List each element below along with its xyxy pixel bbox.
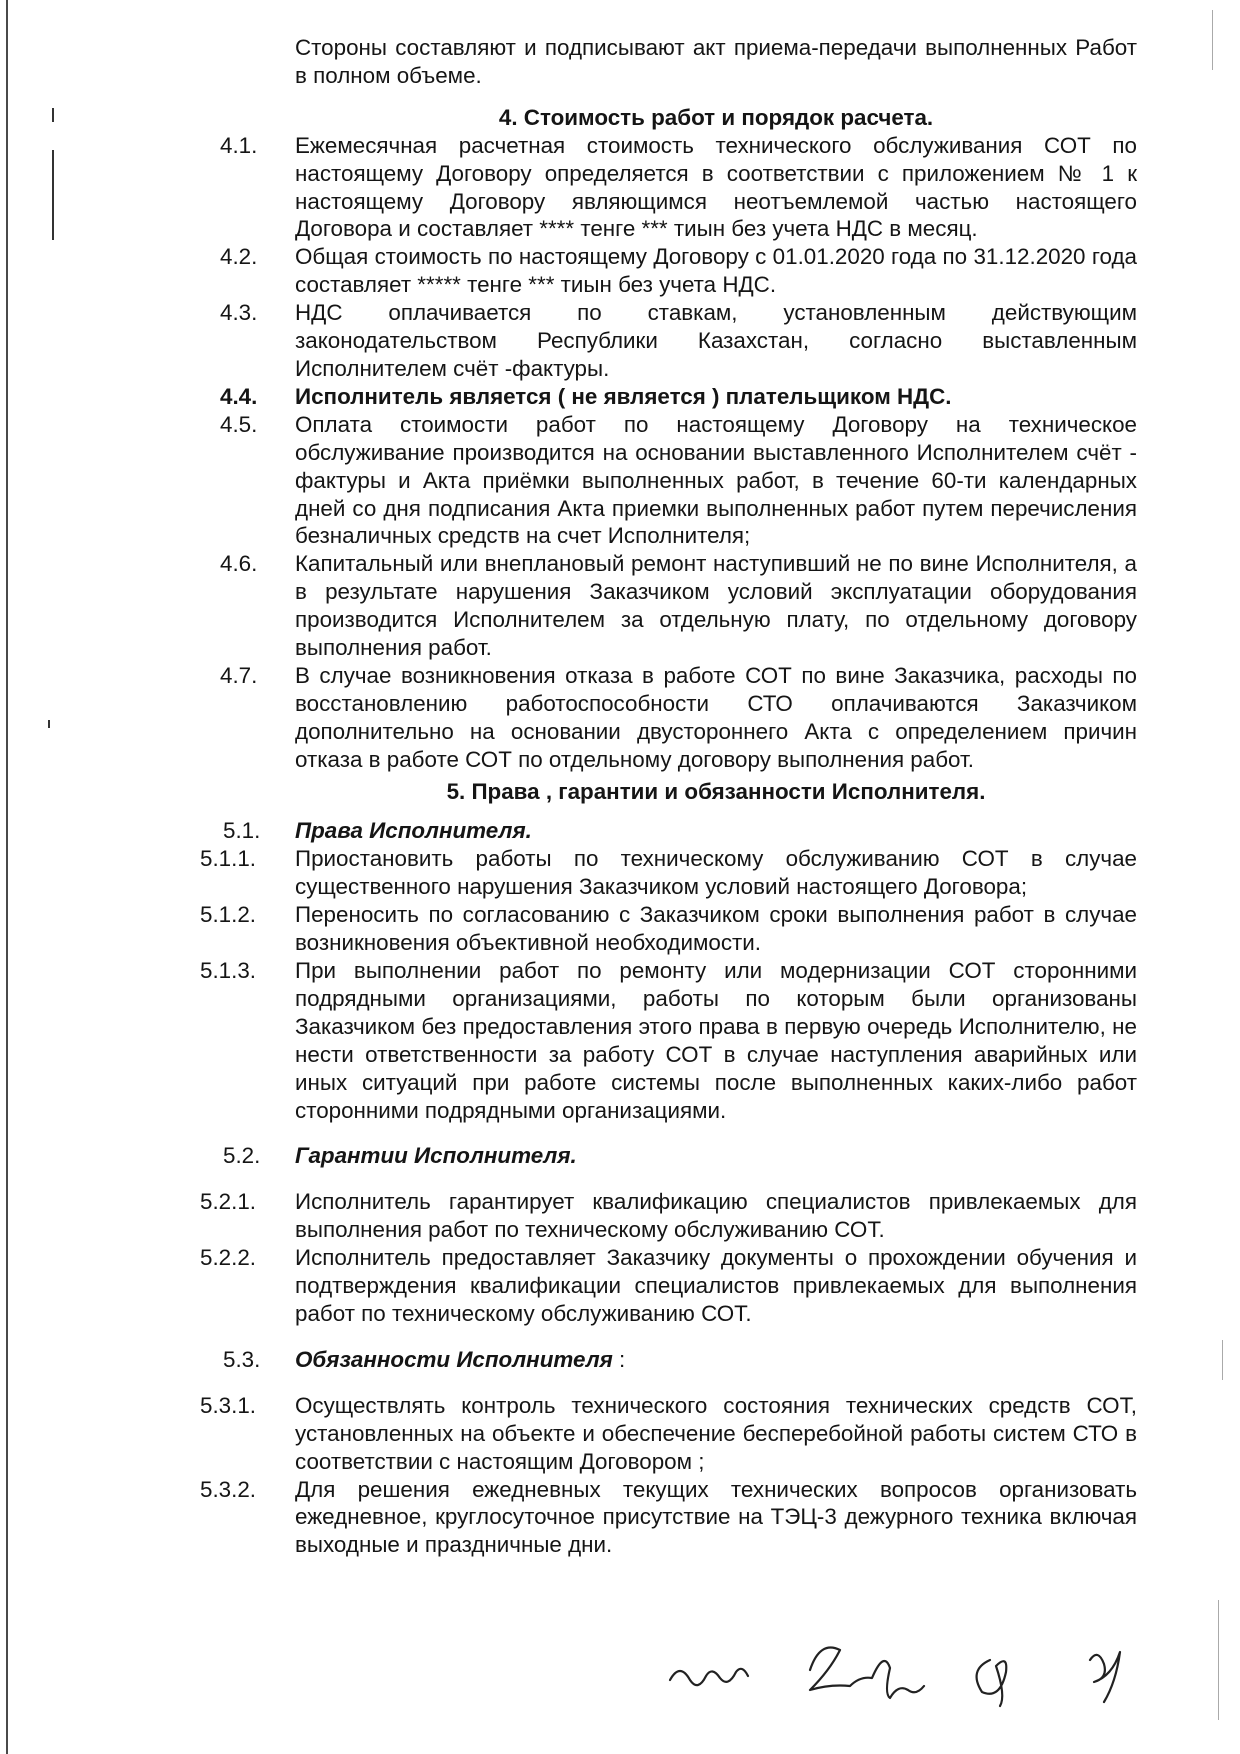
- clause-number: 4.7.: [220, 662, 258, 688]
- clause-text: НДС оплачивается по ставкам, установленным действующим законодательством Республики Казахстан, согласно выставленным Исполнителем счёт -фактуры.: [295, 300, 1137, 381]
- clause-number: 5.2.1.: [200, 1189, 257, 1215]
- clause-number: 4.2.: [220, 244, 258, 270]
- section-4-heading: 4. Стоимость работ и порядок расчета.: [498, 104, 934, 130]
- clause-number: 4.1.: [220, 132, 258, 158]
- clause-text: Ежемесячная расчетная стоимость технического обслуживания СОТ по настоящему Договору определяется в соответствии с приложением № 1 к настоящему Договору являющимся неотъемлемой частью настоящего Договора и составляет **** тенге *** тиын без учета НДС в месяц.: [295, 132, 1137, 242]
- clause-4-5: [220, 411, 1137, 551]
- clause-number: 5.3.1.: [200, 1392, 257, 1418]
- clause-text: В случае возникновения отказа в работе СОТ по вине Заказчика, расходы по восстановлению работоспособности СТО оплачиваются Заказчиком дополнительно на основании двустороннего Акта с определением причин отказа в работе СОТ по отдельному договору выполнения работ.: [295, 662, 1137, 772]
- intro-paragraph: Стороны составляют и подписывают акт приема-передачи выполненных Работ в полном объеме.: [295, 35, 1137, 88]
- subsection-number: 5.2.: [223, 1143, 261, 1169]
- clause-5-2-2: [200, 1244, 1137, 1328]
- subsection-number: 5.3.: [223, 1346, 261, 1372]
- clause-5-1-3: [200, 957, 1137, 1124]
- clause-text: Переносить по согласованию с Заказчиком сроки выполнения работ в случае возникновения объективной необходимости.: [295, 902, 1137, 956]
- clause-4-2: [220, 243, 1137, 299]
- clause-4-7: [220, 662, 1137, 774]
- clause-text: Для решения ежедневных текущих технических вопросов организовать ежедневное, круглосуточное присутствие на ТЭЦ-3 дежурного техника включая выходные и праздничные дни.: [295, 1476, 1137, 1558]
- clause-number: 4.4.: [220, 383, 258, 409]
- clause-number: 5.3.2.: [200, 1476, 257, 1502]
- clause-number: 5.1.1.: [200, 846, 257, 872]
- clause-number: 4.5.: [220, 411, 258, 437]
- document-body: [0, 34, 1240, 1559]
- clause-text: Исполнитель гарантирует квалификацию специалистов привлекаемых для выполнения работ по техническому обслуживанию СОТ.: [295, 1189, 1137, 1243]
- clause-4-4: [220, 383, 1137, 411]
- clause-number: 4.3.: [220, 300, 258, 326]
- clause-text: Общая стоимость по настоящему Договору с 01.01.2020 года по 31.12.2020 года составляет ***** тенге *** тиын без учета НДС.: [295, 244, 1137, 298]
- subsection-5-1: [223, 817, 1137, 845]
- subsection-5-2: [223, 1142, 1137, 1170]
- clause-text: Приостановить работы по техническому обслуживанию СОТ в случае существенного нарушения Заказчиком условий настоящего Договора;: [295, 846, 1137, 900]
- clause-5-1-2: [200, 901, 1137, 957]
- clause-text: Капитальный или внеплановый ремонт наступивший не по вине Исполнителя, а в результате нарушения Заказчиком условий эксплуатации оборудования производится Исполнителем за отдельную плату, по отдельному договору выполнения работ.: [295, 551, 1137, 661]
- handwritten-signatures: [660, 1630, 1180, 1710]
- subsection-title: Права Исполнителя: [295, 818, 526, 844]
- clause-text: Исполнитель предоставляет Заказчику документы о прохождении обучения и подтверждения квалификации специалистов привлекаемых для выполнения работ по техническому обслуживанию СОТ.: [295, 1245, 1137, 1326]
- clause-5-3-2: [200, 1476, 1137, 1560]
- clause-text: Исполнитель является ( не является ) плательщиком НДС.: [295, 383, 952, 409]
- signature-initials-3: [977, 1660, 1007, 1706]
- clause-4-3: [220, 299, 1137, 383]
- subsection-number: 5.1.: [223, 818, 261, 844]
- subsection-title: Гарантии Исполнителя: [295, 1143, 571, 1169]
- scan-artifact: [1218, 1600, 1219, 1720]
- section-5-heading: 5. Права , гарантии и обязанности Исполнителя.: [446, 778, 986, 804]
- subsection-5-3: [223, 1346, 1137, 1374]
- signature-initials-1: [670, 1669, 748, 1685]
- subsection-suffix: :: [612, 1346, 626, 1372]
- clause-5-2-1: [200, 1188, 1137, 1244]
- signature-initials-2: [810, 1648, 924, 1699]
- clause-text: Осуществлять контроль технического состояния технических средств СОТ, установленных на объекте и обеспечение бесперебойной работы систем СТО в соответствии с настоящим Договором ;: [295, 1392, 1137, 1474]
- clause-4-6: [220, 550, 1137, 662]
- subsection-suffix: .: [525, 818, 532, 844]
- subsection-suffix: .: [570, 1143, 577, 1169]
- clause-text: При выполнении работ по ремонту или модернизации СОТ сторонними подрядными организациями, работы по которым были организованы Заказчиком без предоставления этого права в первую очередь Исполнителю, не нести ответственности за работу СОТ в случае наступления аварийных или иных ситуаций при работе системы после выполненных каких-либо работ сторонними подрядными организациями.: [295, 958, 1137, 1123]
- clause-text: Оплата стоимости работ по настоящему Договору на техническое обслуживание производится на основании выставленного Исполнителем счёт - фактуры и Акта приёмки выполненных работ, в течение 60-ти календарных дней со дня подписания Акта приемки выполненных работ путем перечисления безналичных средств на счет Исполнителя;: [295, 411, 1137, 549]
- clause-number: 4.6.: [220, 551, 258, 577]
- clause-4-1: [220, 132, 1137, 244]
- clause-number: 5.2.2.: [200, 1245, 257, 1271]
- clause-number: 5.1.3.: [200, 958, 257, 983]
- clause-5-3-1: [200, 1392, 1137, 1476]
- clause-number: 5.1.2.: [200, 902, 257, 928]
- subsection-title: Обязанности Исполнителя: [295, 1346, 613, 1372]
- clause-5-1-1: [200, 845, 1137, 901]
- signature-initials-4: [1090, 1652, 1120, 1702]
